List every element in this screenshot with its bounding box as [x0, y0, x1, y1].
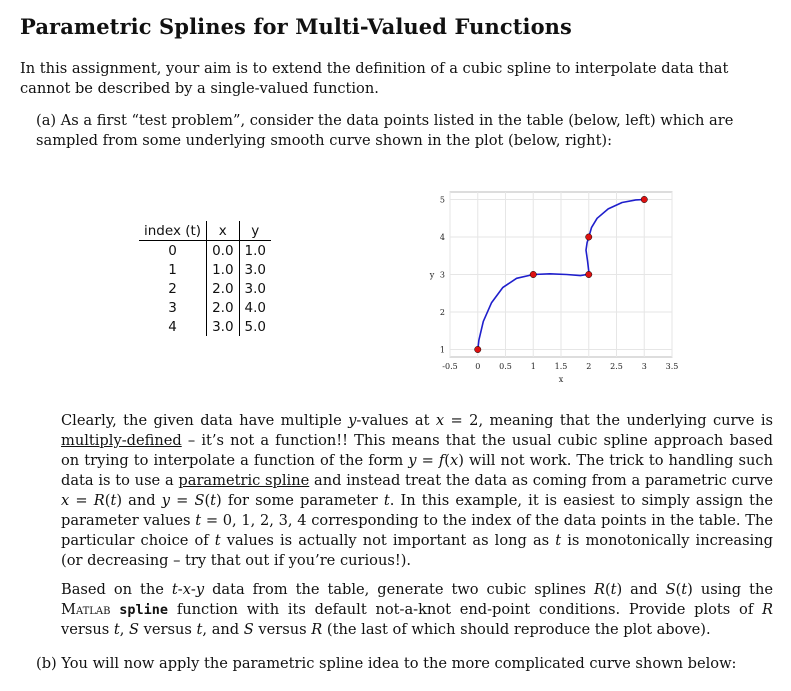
table-cell-index: 4 — [139, 317, 207, 336]
text-run: - — [190, 581, 196, 598]
x-tick-label: 2.5 — [610, 362, 623, 371]
table-row — [139, 241, 271, 261]
math-var: t — [196, 621, 203, 638]
x-tick-label: 3.5 — [665, 362, 679, 371]
table-row — [139, 298, 271, 317]
part-a-paragraph — [36, 111, 776, 151]
math-var: S — [665, 581, 676, 598]
table-cell-x: 0.0 — [207, 241, 239, 261]
text-run: data from the table, generate two cubic splines — [204, 581, 594, 598]
table-header-row — [139, 221, 271, 241]
data-point-marker — [586, 234, 592, 240]
header-x: x — [207, 221, 239, 241]
part-b-text: You will now apply the parametric spline idea to the more complicated curve shown below: — [61, 655, 737, 672]
clearly-paragraph — [61, 411, 773, 571]
x-tick-label: -0.5 — [442, 362, 458, 371]
math-var: R — [593, 581, 605, 598]
math-var: t — [555, 532, 562, 549]
text-run: function with its default not-a-knot end-point conditions. Provide plots of — [168, 601, 762, 618]
y-tick-label: 2 — [439, 308, 445, 317]
text-run: ( — [604, 581, 611, 598]
matlab-word: Matlab — [61, 601, 111, 618]
table-cell-x: 2.0 — [207, 279, 239, 298]
math-var: R — [93, 492, 105, 509]
text-run: versus — [253, 621, 312, 638]
table-cell-x: 2.0 — [207, 298, 239, 317]
table-cell-y: 3.0 — [244, 280, 267, 297]
math-var: x — [182, 581, 191, 598]
math-var: t — [610, 581, 617, 598]
text-run: ) and — [116, 492, 162, 509]
data-table — [139, 221, 271, 336]
y-tick-label: 5 — [439, 195, 445, 205]
text-run: = 2, meaning that the underlying curve is — [444, 412, 773, 429]
math-var: S — [243, 621, 254, 638]
part-a-text: As a first “test problem”, consider the data points listed in the table (below, left) which are sampled from some underlying smooth curve shown in the plot (below, right): — [36, 112, 734, 149]
table-cell-y: 3.0 — [244, 261, 267, 278]
math-var: t — [383, 492, 390, 509]
header-y: y — [239, 221, 271, 241]
math-var: y — [195, 581, 205, 598]
math-var: t — [113, 621, 120, 638]
data-point-marker — [586, 271, 592, 277]
x-tick-label: 1 — [530, 362, 536, 371]
text-run — [111, 601, 120, 618]
math-var: S — [129, 621, 140, 638]
text-run: ( — [675, 581, 682, 598]
text-run: = — [169, 492, 195, 509]
table-cell-y: 4.0 — [244, 299, 267, 316]
y-tick-label: 1 — [439, 345, 445, 355]
math-var: x — [435, 412, 445, 429]
text-run: = 0, 1, 2, 3, 4 corresponding to the index of the data points in the table. The particular choice of — [61, 512, 773, 549]
math-var: y — [161, 492, 170, 509]
x-axis-label: x — [558, 375, 564, 384]
x-tick-label: 0.5 — [499, 362, 512, 371]
x-tick-label: 3 — [641, 362, 647, 371]
math-var: t — [171, 581, 178, 598]
text-run: – it’s not a function!! This means that the usual cubic spline approach based on trying to interpolate a function of the form — [61, 432, 773, 469]
math-var: y — [348, 412, 357, 429]
data-point-marker — [641, 196, 647, 202]
table-cell-y: 1.0 — [244, 242, 267, 259]
math-var: x — [449, 452, 459, 469]
table-row — [139, 260, 271, 279]
text-run: Based on the — [61, 581, 172, 598]
text-run: , and — [202, 621, 244, 638]
underlined-term: multiply-defined — [61, 432, 182, 449]
text-run: ( — [204, 492, 211, 509]
text-run: ) will not work. The trick to handling such data is to use a — [61, 452, 773, 489]
math-var: t — [681, 581, 688, 598]
y-tick-label: 3 — [439, 270, 445, 280]
text-run: ( — [444, 452, 450, 469]
header-index: index (t) — [139, 221, 207, 241]
x-tick-label: 0 — [475, 362, 481, 371]
text-run: = — [416, 452, 439, 469]
table-cell-x: 3.0 — [207, 317, 239, 336]
text-run: and instead treat the data as coming from a parametric curve — [309, 472, 774, 489]
code-word: spline — [119, 602, 169, 618]
data-point-marker — [475, 346, 481, 352]
math-var: t — [210, 492, 217, 509]
part-a-label: (a) — [36, 112, 57, 129]
text-run: Clearly, the given data have multiple — [61, 412, 349, 429]
math-var: y — [408, 452, 417, 469]
table-cell-y: 5.0 — [244, 318, 267, 335]
table-row — [139, 317, 271, 336]
math-var: R — [311, 621, 323, 638]
y-axis-label: y — [429, 270, 435, 280]
math-var: x — [61, 492, 70, 509]
spline-chart — [360, 182, 680, 402]
data-point-marker — [530, 271, 536, 277]
text-run: values is actually not important as long as — [220, 532, 556, 549]
text-run: is monotonically increasing (or decreasing – try that out if you’re curious!). — [61, 532, 773, 569]
text-run: (the last of which should reproduce the plot above). — [322, 621, 711, 638]
table-cell-index: 3 — [139, 298, 207, 317]
text-run: ( — [104, 492, 111, 509]
text-run: . In this example, it is easiest to simply assign the parameter values — [61, 492, 774, 529]
text-run: , — [119, 621, 130, 638]
math-var: t — [195, 512, 202, 529]
text-run: ) for some parameter — [216, 492, 384, 509]
based-paragraph — [61, 580, 773, 640]
part-b-paragraph — [36, 654, 776, 674]
math-var: R — [762, 601, 773, 618]
page-title: Parametric Splines for Multi-Valued Functions — [20, 14, 572, 39]
y-tick-label: 4 — [439, 233, 445, 242]
text-run: - — [177, 581, 183, 598]
text-run: versus — [61, 621, 114, 638]
math-var: t — [214, 532, 221, 549]
underlined-term: parametric spline — [178, 472, 310, 489]
part-b-label: (b) — [36, 655, 57, 672]
text-run: -values at — [356, 412, 436, 429]
table-cell-index: 2 — [139, 279, 207, 298]
table-cell-index: 0 — [139, 241, 207, 261]
text-run: = — [69, 492, 94, 509]
x-tick-label: 1.5 — [554, 362, 568, 371]
x-tick-label: 2 — [586, 362, 592, 371]
text-run: ) and — [616, 581, 666, 598]
text-run: versus — [139, 621, 197, 638]
table-row — [139, 279, 271, 298]
intro-paragraph: In this assignment, your aim is to extend the definition of a cubic spline to interpolate data that cannot be described by a single-valued function. — [20, 60, 729, 97]
math-var: t — [110, 492, 117, 509]
text-run: ) using the — [687, 581, 773, 598]
table-cell-x: 1.0 — [207, 260, 239, 279]
math-var: f — [438, 452, 445, 469]
table-cell-index: 1 — [139, 260, 207, 279]
math-var: S — [194, 492, 205, 509]
